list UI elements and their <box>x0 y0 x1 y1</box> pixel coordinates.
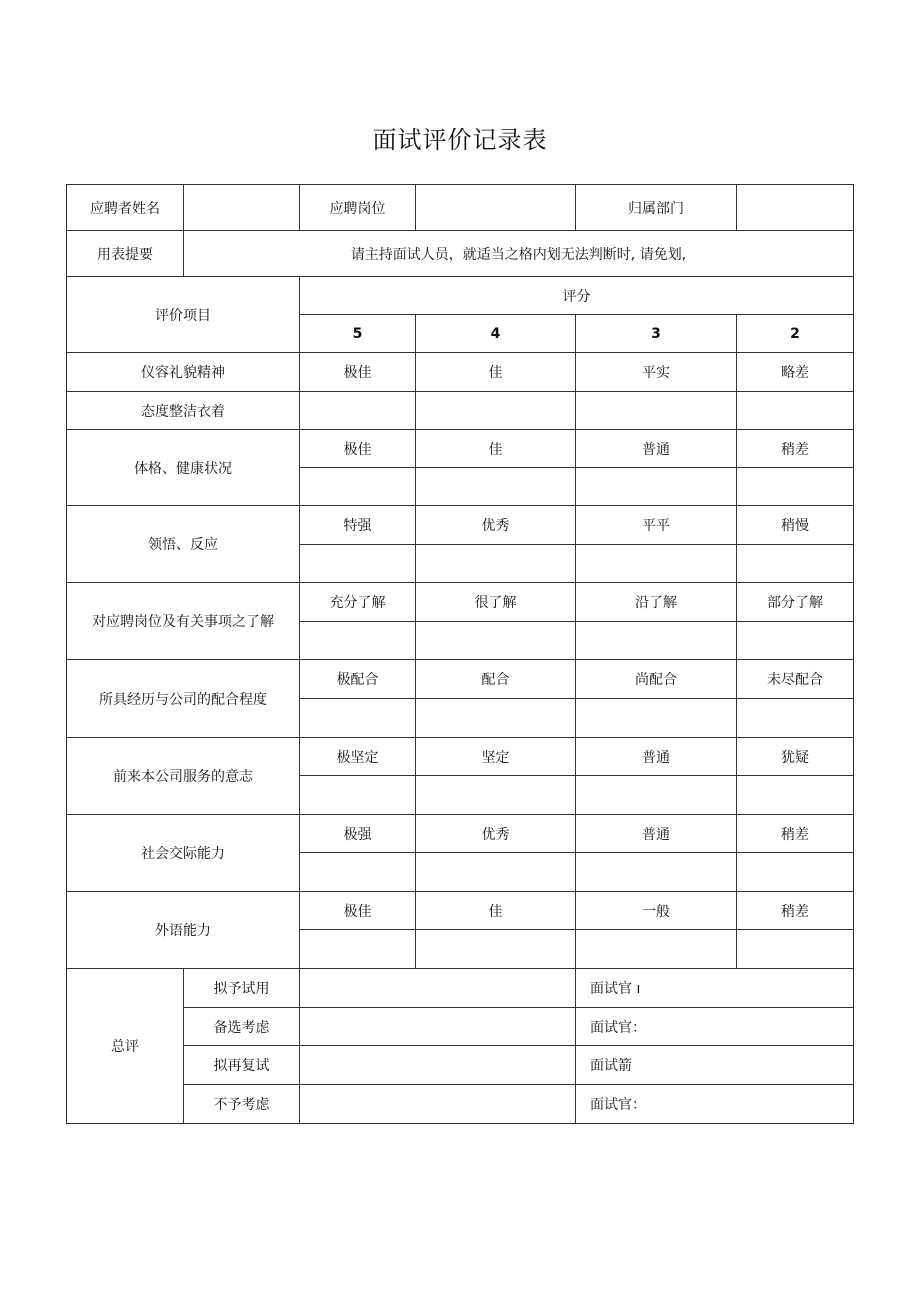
mark-cell[interactable] <box>576 545 737 583</box>
score-2: 2 <box>737 315 854 353</box>
interview-evaluation-table <box>66 184 854 1124</box>
position-label: 应聘岗位 <box>300 185 416 231</box>
interviewer-field[interactable]: 面试官： <box>576 1008 854 1046</box>
mark-cell[interactable] <box>576 468 737 506</box>
mark-cell[interactable] <box>300 468 416 506</box>
summary-option: 备选考虑 <box>184 1008 300 1046</box>
mark-cell[interactable] <box>416 622 576 660</box>
grade-cell[interactable]: 平平 <box>576 506 737 545</box>
grade-cell[interactable]: 尚配合 <box>576 660 737 699</box>
item-label: 对应聘岗位及有关事项之了解 <box>67 583 300 660</box>
mark-cell[interactable] <box>737 622 854 660</box>
mark-cell[interactable] <box>737 853 854 892</box>
grade-cell[interactable]: 极佳 <box>300 892 416 930</box>
mark-cell[interactable] <box>737 392 854 430</box>
grade-cell[interactable]: 稍慢 <box>737 506 854 545</box>
applicant-name-label: 应聘者姓名 <box>67 185 184 231</box>
mark-cell[interactable] <box>576 776 737 815</box>
grade-cell[interactable]: 佳 <box>416 430 576 468</box>
grade-cell[interactable]: 特强 <box>300 506 416 545</box>
grade-cell[interactable]: 部分了解 <box>737 583 854 622</box>
grade-cell[interactable]: 佳 <box>416 353 576 392</box>
summary-mark-field[interactable] <box>300 1085 576 1124</box>
mark-cell[interactable] <box>416 699 576 738</box>
grade-cell[interactable]: 极坚定 <box>300 738 416 776</box>
mark-cell[interactable] <box>416 853 576 892</box>
grade-cell[interactable]: 极佳 <box>300 353 416 392</box>
grade-cell[interactable]: 犹疑 <box>737 738 854 776</box>
grade-cell[interactable]: 稍差 <box>737 430 854 468</box>
summary-option: 拟予试用 <box>184 969 300 1008</box>
grade-cell[interactable]: 充分了解 <box>300 583 416 622</box>
grade-cell[interactable]: 稍差 <box>737 892 854 930</box>
mark-cell[interactable] <box>300 776 416 815</box>
mark-cell[interactable] <box>416 468 576 506</box>
grade-cell[interactable]: 极配合 <box>300 660 416 699</box>
grade-cell[interactable]: 沿了解 <box>576 583 737 622</box>
interviewer-field[interactable]: 面试箭 <box>576 1046 854 1085</box>
item-label: 社会交际能力 <box>67 815 300 892</box>
grade-cell[interactable]: 普通 <box>576 738 737 776</box>
grade-cell[interactable]: 普通 <box>576 430 737 468</box>
grade-cell[interactable]: 很了解 <box>416 583 576 622</box>
evaluation-item-header: 评价项目 <box>67 277 300 353</box>
interviewer-field[interactable]: 面试官： <box>576 1085 854 1124</box>
mark-cell[interactable] <box>416 392 576 430</box>
mark-cell[interactable] <box>737 699 854 738</box>
grade-cell[interactable]: 优秀 <box>416 506 576 545</box>
item-label: 体格、健康状况 <box>67 430 300 506</box>
usage-label: 用表提要 <box>67 231 184 277</box>
mark-cell[interactable] <box>576 622 737 660</box>
mark-cell[interactable] <box>576 699 737 738</box>
page-title: 面试评价记录表 <box>372 126 548 154</box>
summary-label: 总评 <box>67 969 184 1124</box>
usage-text: 请主持面试人员，就适当之格内划无法判断时, 请免划, <box>184 231 854 277</box>
summary-mark-field[interactable] <box>300 1046 576 1085</box>
grade-cell[interactable]: 未尽配合 <box>737 660 854 699</box>
grade-cell[interactable]: 优秀 <box>416 815 576 853</box>
mark-cell[interactable] <box>416 930 576 969</box>
summary-option: 拟再复试 <box>184 1046 300 1085</box>
mark-cell[interactable] <box>300 930 416 969</box>
mark-cell[interactable] <box>300 853 416 892</box>
grade-cell[interactable]: 略差 <box>737 353 854 392</box>
grade-cell[interactable]: 佳 <box>416 892 576 930</box>
interviewer-field[interactable]: 面试官 ı <box>576 969 854 1008</box>
item-label: 领悟、反应 <box>67 506 300 583</box>
mark-cell[interactable] <box>737 776 854 815</box>
grade-cell[interactable]: 极强 <box>300 815 416 853</box>
mark-cell[interactable] <box>576 853 737 892</box>
mark-cell[interactable] <box>576 930 737 969</box>
grade-cell[interactable]: 普通 <box>576 815 737 853</box>
grade-cell[interactable]: 平实 <box>576 353 737 392</box>
item-label: 前来本公司服务的意志 <box>67 738 300 815</box>
item-label: 所具经历与公司的配合程度 <box>67 660 300 738</box>
grade-cell[interactable]: 配合 <box>416 660 576 699</box>
mark-cell[interactable] <box>300 699 416 738</box>
item-label: 仪容礼貌精神 <box>67 353 300 392</box>
mark-cell[interactable] <box>737 468 854 506</box>
mark-cell[interactable] <box>300 545 416 583</box>
summary-mark-field[interactable] <box>300 1008 576 1046</box>
mark-cell[interactable] <box>576 392 737 430</box>
grade-cell[interactable]: 稍差 <box>737 815 854 853</box>
grade-cell[interactable]: 坚定 <box>416 738 576 776</box>
grade-cell[interactable]: 一般 <box>576 892 737 930</box>
applicant-name-field[interactable] <box>184 185 300 231</box>
item-label: 外语能力 <box>67 892 300 969</box>
score-header: 评分 <box>300 277 854 315</box>
mark-cell[interactable] <box>737 930 854 969</box>
grade-cell[interactable]: 极佳 <box>300 430 416 468</box>
mark-cell[interactable] <box>416 776 576 815</box>
score-5: 5 <box>300 315 416 353</box>
department-label: 归属部门 <box>576 185 737 231</box>
mark-cell[interactable] <box>416 545 576 583</box>
score-3: 3 <box>576 315 737 353</box>
department-field[interactable] <box>737 185 854 231</box>
mark-cell[interactable] <box>300 622 416 660</box>
item-label: 态度整洁衣着 <box>67 392 300 430</box>
summary-option: 不予考虑 <box>184 1085 300 1124</box>
score-4: 4 <box>416 315 576 353</box>
mark-cell[interactable] <box>300 392 416 430</box>
position-field[interactable] <box>416 185 576 231</box>
mark-cell[interactable] <box>737 545 854 583</box>
summary-mark-field[interactable] <box>300 969 576 1008</box>
